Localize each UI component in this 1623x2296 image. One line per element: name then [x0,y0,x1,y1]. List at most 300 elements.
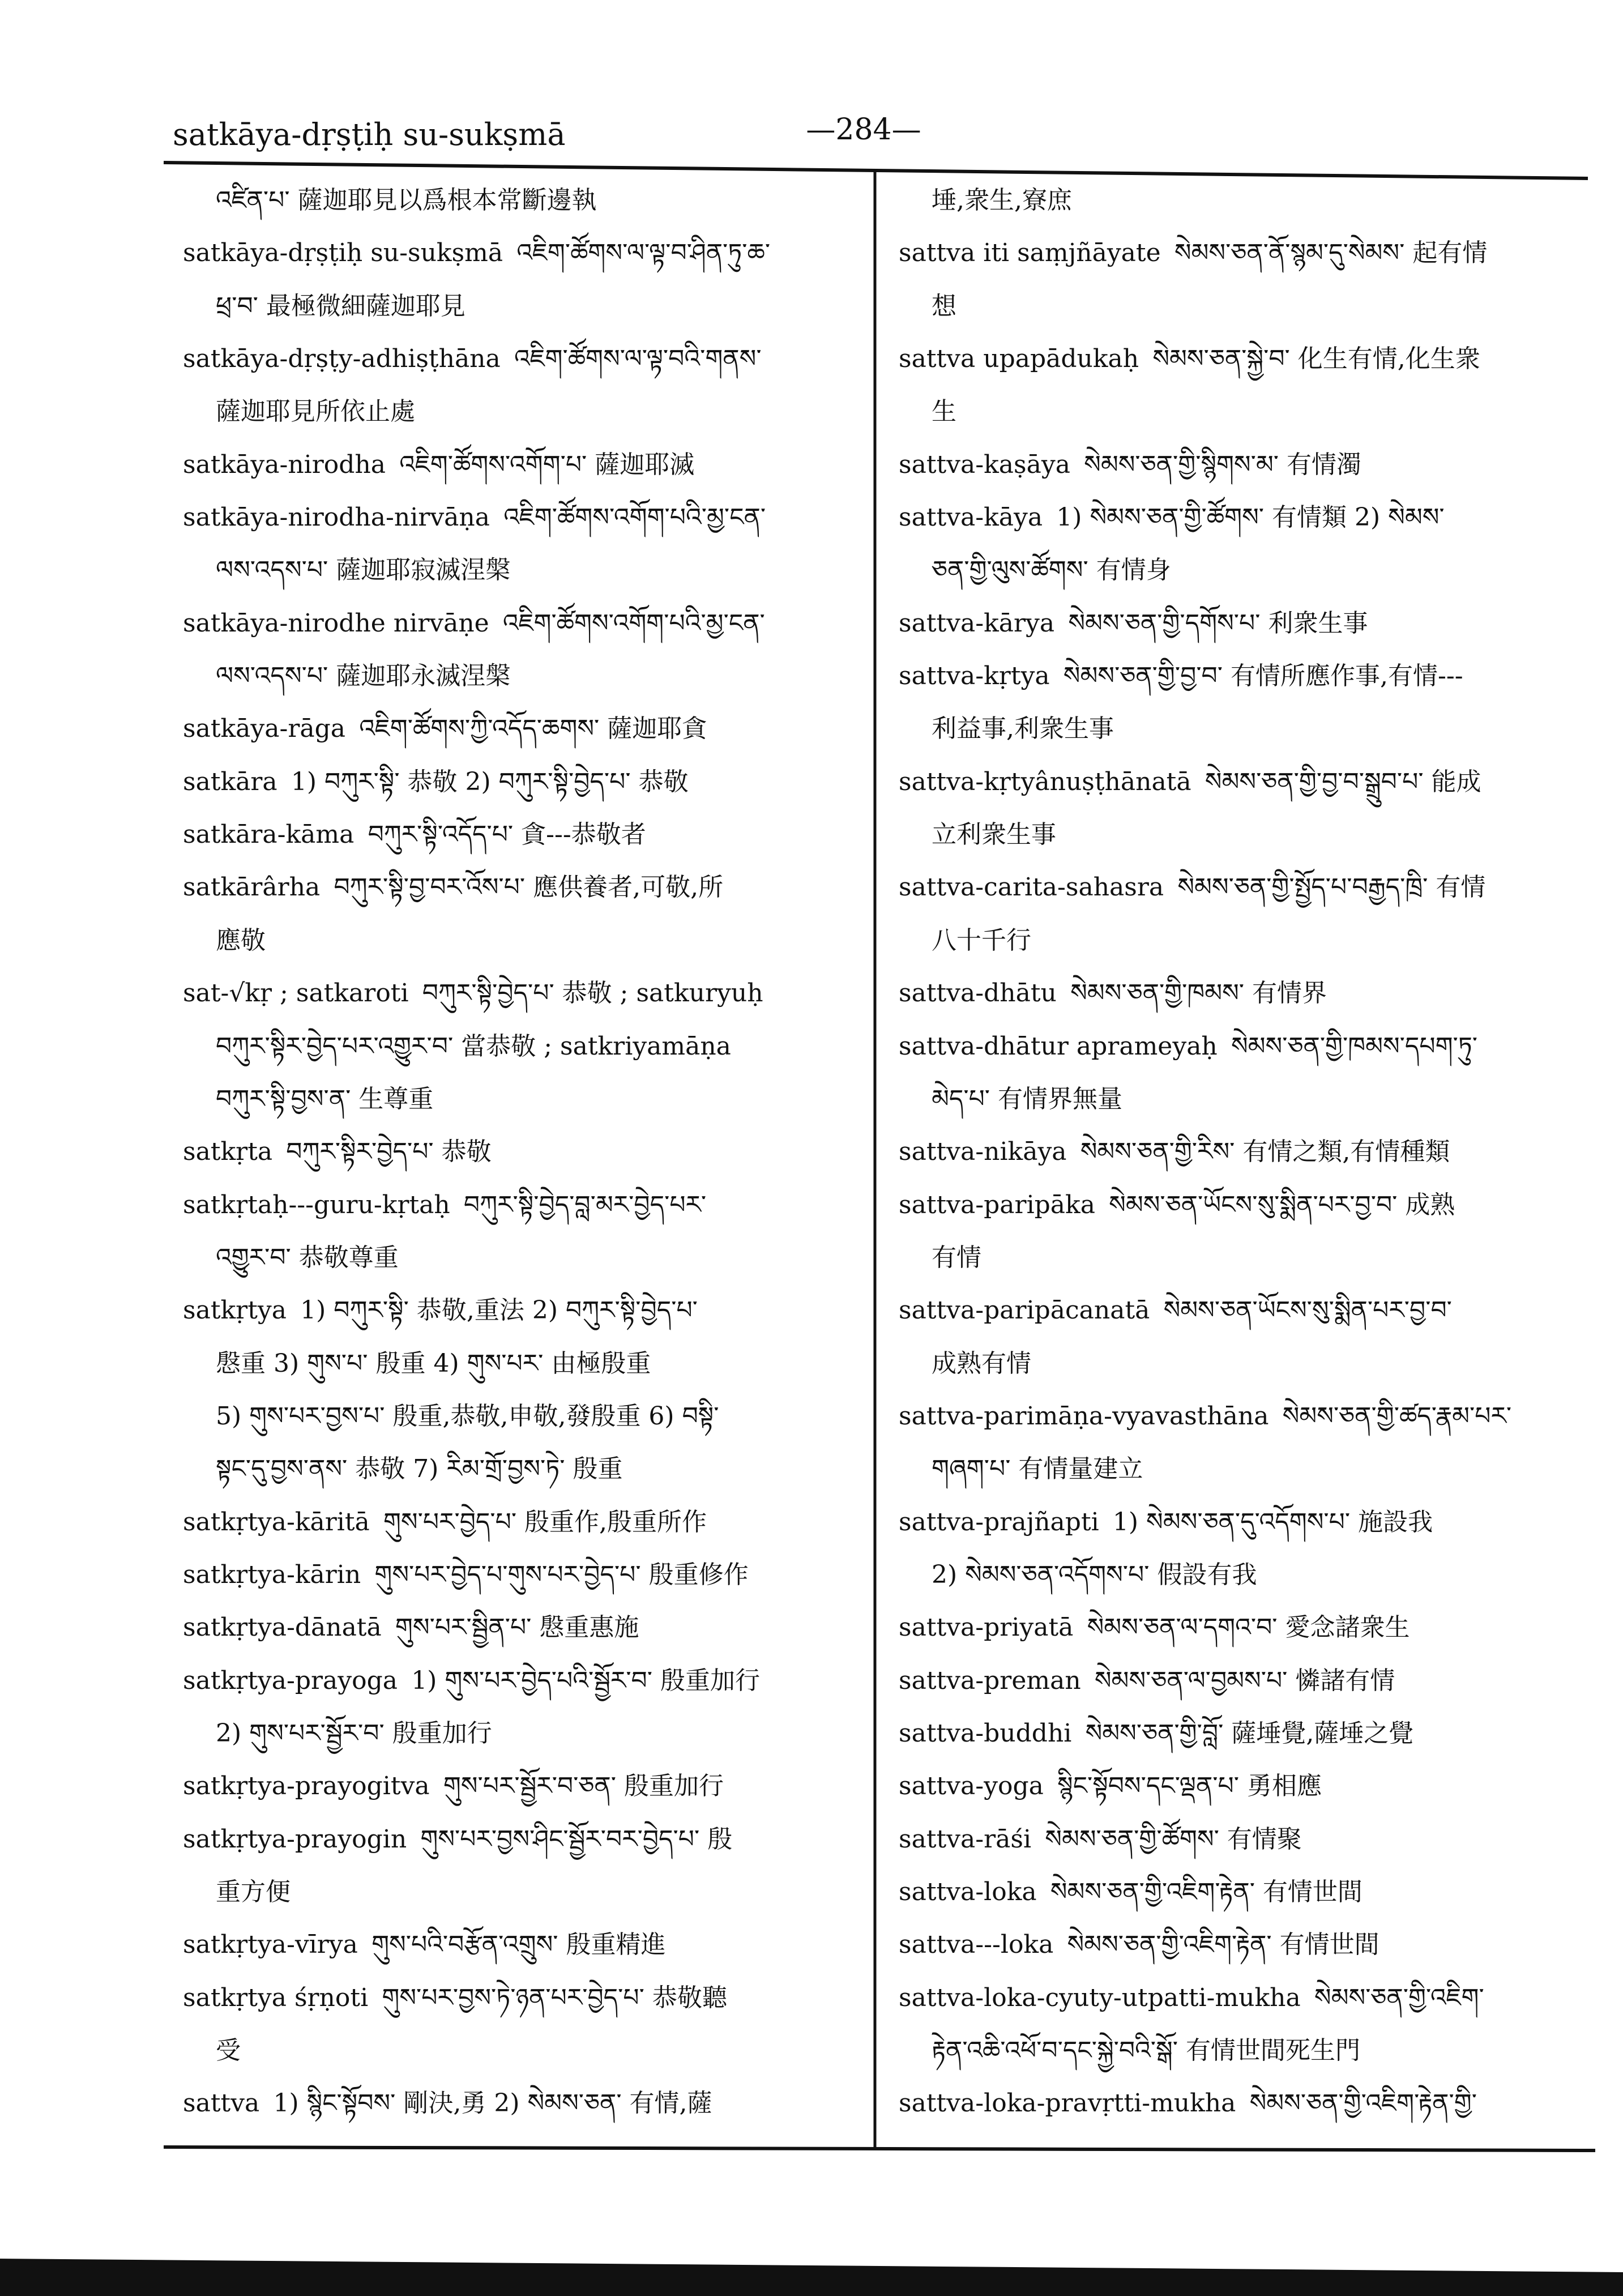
dictionary-entry [899,1179,1596,1284]
entry-gloss: གུས་པར་སྦྱོར་བ་ཅན་ 殷重加行 [443,1772,724,1801]
entry-line-text [899,650,1463,702]
headword: sattva upapādukaḥ [899,344,1139,374]
headword: sattva-paripācanatā [899,1296,1150,1325]
entry-line [899,1337,1596,1390]
dictionary-entry [899,1971,1596,2077]
headword: sattva-dhātu [899,979,1057,1008]
dictionary-entry [899,1125,1596,1178]
entry-gloss: སེམས་ཅན་སྐྱེ་བ་ 化生有情,化生衆 [1152,344,1480,374]
entry-line-text [899,1707,1413,1760]
entry-line [899,1813,1596,1866]
entry-gloss: བཀུར་སྟིར་བྱེད་པར་འགྱུར་བ་ 當恭敬 ; satkriyamāṇa [216,1031,731,1061]
headword: satkāra-kāma [183,820,355,850]
entry-gloss: འཇིག་ཚོགས་ཀྱི་འདོད་ཆགས་ 薩迦耶貪 [359,714,707,744]
entry-gloss: སེམས་ཅན་གྱི་ཚོགས་ 有情聚 [1045,1824,1302,1854]
dictionary-entry [899,227,1596,332]
entry-line [183,1020,865,1073]
entry-line [183,174,865,227]
dictionary-entry [183,1179,865,1284]
headword: sattva-preman [899,1666,1081,1695]
dictionary-entry [183,1548,865,1601]
headword: sattva-loka-pravṛtti-mukha [899,2089,1236,2118]
entry-gloss: གཞག་པ་ 有情量建立 [932,1454,1143,1484]
dictionary-entry [899,1760,1596,1812]
entry-line [183,914,865,967]
dictionary-entry [899,332,1596,438]
headword: sattva-rāśi [899,1824,1032,1854]
entry-line [899,1654,1596,1707]
entry-line [899,491,1596,544]
entry-gloss: སེམས་ཅན་གྱི་ཚད་རྣམ་པར་ [1282,1401,1512,1431]
entry-gloss: 1) སེམས་ཅན་དུ་འདོགས་པ་ 施設我 [1112,1507,1433,1537]
entry-line [183,967,865,1019]
headword: sattva-dhātur aprameyaḥ [899,1031,1218,1061]
entry-line [899,1496,1596,1548]
dictionary-entry [183,174,865,227]
entry-line-text [183,1496,707,1548]
entry-line-text [183,1179,706,1231]
dictionary-entry [899,1601,1596,1654]
entry-line-text [899,1390,1511,1443]
headword: sat-√kṛ ; satkaroti [183,979,409,1008]
entry-line [899,808,1596,861]
entry-line-text [216,1707,492,1760]
entry-line-text [899,756,1481,808]
dictionary-entry [183,1918,865,1971]
entry-gloss: 受 [216,2036,241,2065]
entry-line-text [899,1971,1484,2024]
headword: sattva [183,2089,260,2118]
entry-gloss: 想 [932,291,956,321]
entry-line-text [216,1020,731,1073]
headword: sattva-carita-sahasra [899,873,1164,902]
entry-gloss: རྟེན་འཆི་འཕོ་བ་དང་སྐྱེ་བའི་སྒོ་ 有情世間死生門 [932,2036,1360,2065]
entry-line-text [932,1548,1257,1601]
headword: satkārârha [183,873,321,902]
headword: sattva-kṛtyânuṣṭhānatā [899,767,1191,796]
dictionary-entry [183,1601,865,1654]
entry-line [899,2024,1596,2077]
dictionary-entry [899,1284,1596,1390]
headword: sattva-kaṣāya [899,450,1070,479]
dictionary-entry [899,650,1596,756]
headword: satkāya-dṛṣṭy-adhiṣṭhāna [183,344,501,374]
entry-line [899,1707,1596,1760]
headword: satkāya-dṛṣṭiḥ su-sukṣmā [183,238,503,268]
entry-line-text [216,2024,241,2077]
entry-line-text [183,967,763,1019]
headword: satkṛtya-dānatā [183,1613,382,1642]
entry-line [183,332,865,385]
headword: satkāya-nirodhe nirvāṇe [183,608,489,638]
headword: satkāra [183,767,277,796]
entry-line [183,491,865,544]
entry-line [183,1601,865,1654]
dictionary-entry [183,1496,865,1548]
dictionary-entry [899,967,1596,1019]
dictionary-entry [183,597,865,703]
running-head: satkāya-dṛṣṭiḥ su-sukṣmā [173,117,566,152]
dictionary-entry [183,1125,865,1178]
entry-line-text [932,544,1171,596]
entry-gloss: 應敬 [216,925,266,955]
headword: satkṛtya-prayogin [183,1824,407,1854]
entry-line [183,1760,865,1812]
entry-line [899,1760,1596,1812]
headword: sattva-kāya [899,503,1043,532]
entry-gloss: སེམས་ཅན་ནོ་སྙམ་དུ་སེམས་ 起有情 [1174,238,1488,268]
entry-line [899,1125,1596,1178]
entry-gloss: འཇིག་ཚོགས་འགོག་པའི་མྱ་ངན་ [502,608,765,638]
entry-line [183,597,865,650]
entry-line [899,227,1596,279]
dictionary-entry [899,438,1596,491]
entry-line [899,1918,1596,1971]
entry-gloss: བཀུར་སྟི་བྱས་ན་ 生尊重 [216,1084,434,1113]
entry-line-text [932,914,1031,967]
entry-line [899,2077,1596,2129]
entry-line-text [932,1073,1122,1125]
entry-line [899,1284,1596,1337]
dictionary-entry [183,438,865,491]
entry-line [183,1443,865,1495]
headword: satkṛtya-prayoga [183,1666,398,1695]
dictionary-entry [899,861,1596,967]
entry-line [899,332,1596,385]
dictionary-entry [183,2077,865,2129]
entry-line-text [183,1813,732,1866]
entry-line [183,1971,865,2024]
entry-line [899,174,1596,227]
entry-gloss: 立利衆生事 [932,820,1056,850]
entry-gloss: 1) སེམས་ཅན་གྱི་ཚོགས་ 有情類 2) སེམས་ [1056,503,1445,532]
headword: satkṛtya śṛṇoti [183,1983,369,2012]
headword: satkṛta [183,1137,273,1167]
headword: sattva-yoga [899,1772,1044,1801]
headword: sattva-loka [899,1877,1037,1906]
dictionary-entry [899,174,1596,227]
entry-gloss: 成熟有情 [932,1348,1031,1378]
entry-line-text [899,1813,1302,1866]
headword: satkṛtya-prayogitva [183,1772,430,1801]
entry-line-text [183,1918,666,1971]
entry-line-text [899,491,1445,544]
entry-line-text [183,332,762,385]
entry-gloss: 慇重 3) གུས་པ་ 殷重 4) གུས་པར་ 由極殷重 [216,1348,651,1378]
headword: sattva-kārya [899,608,1055,638]
entry-gloss: འཛིན་པ་ 薩迦耶見以爲根本常斷邊執 [216,186,597,215]
entry-line-text [899,1020,1477,1073]
entry-line-text [216,174,597,227]
bottom-rule [164,2147,1595,2150]
entry-line-text [899,861,1485,914]
entry-gloss: 1) གུས་པར་བྱེད་པའི་སྦྱོར་བ་ 殷重加行 [411,1666,760,1695]
entry-line-text [183,1654,760,1707]
entry-gloss: ཕྲ་བ་ 最極微細薩迦耶見 [216,291,465,321]
entry-line [183,2024,865,2077]
entry-line [183,1654,865,1707]
entry-gloss: གུས་པར་བྱེད་པ་ 殷重作,殷重所作 [383,1507,707,1537]
entry-line-text [183,1971,727,2024]
entry-line [183,438,865,491]
entry-line-text [932,1337,1031,1390]
entry-gloss: སྟང་དུ་བྱས་ནས་ 恭敬 7) རིམ་གྲོ་བྱས་ཏེ་ 殷重 [216,1454,623,1484]
headword: sattva-parimāṇa-vyavasthāna [899,1401,1269,1431]
entry-line [183,650,865,702]
entry-line-text [183,1125,492,1178]
dictionary-entry [899,1020,1596,1126]
entry-gloss: 埵,衆生,寮庶 [932,186,1072,215]
entry-line [183,1231,865,1284]
dictionary-entry [183,756,865,808]
entry-line [183,1813,865,1866]
dictionary-entry [183,702,865,755]
entry-gloss: 有情 [932,1243,981,1272]
entry-line-text [899,597,1368,650]
dictionary-entry [899,1707,1596,1760]
entry-gloss: གུས་པར་བྱས་ཤིང་སྦྱོར་བར་བྱེད་པ་ 殷 [420,1824,733,1854]
entry-line-text [183,861,723,914]
entry-gloss: གུས་པར་བྱེད་པ་གུས་པར་བྱེད་པ་ 殷重修作 [374,1560,749,1589]
entry-line [183,1073,865,1125]
entry-gloss: གུས་པའི་བརྩོན་འགྲུས་ 殷重精進 [371,1930,666,1960]
entry-line-text [183,756,689,808]
right-column [899,174,1596,2130]
entry-line-text [932,1443,1143,1495]
dictionary-entry [899,1866,1596,1918]
dictionary-entry [899,1390,1596,1496]
headword: satkṛtaḥ---guru-kṛtaḥ [183,1190,450,1219]
entry-gloss: 1) བཀུར་སྟི་ 恭敬,重法 2) བཀུར་སྟི་བྱེད་པ་ [300,1296,698,1325]
entry-line [183,227,865,279]
dictionary-entry [183,808,865,861]
entry-gloss: སེམས་ཅན་གྱི་འཇིག་རྟེན་ 有情世間 [1067,1930,1379,1960]
entry-line-text [216,544,510,596]
dictionary-entry [899,491,1596,597]
entry-line-text [216,1073,433,1125]
entry-line [899,756,1596,808]
entry-gloss: སེམས་ཅན་གྱི་བྱ་བ་ 有情所應作事,有情--- [1063,662,1463,691]
entry-line [899,1020,1596,1073]
entry-line-text [899,332,1480,385]
entry-line [183,1707,865,1760]
entry-line-text [183,702,707,755]
entry-gloss: 薩迦耶見所依止處 [216,397,415,426]
entry-gloss: ལས་འདས་པ་ 薩迦耶寂滅涅槃 [216,556,511,585]
entry-gloss: བཀུར་སྟི་བྱེད་པ་ 恭敬 ; satkuryuḥ [422,979,763,1008]
entry-line [899,967,1596,1019]
entry-gloss: འཇིག་ཚོགས་ལ་ལྟ་བའི་གནས་ [514,344,762,374]
dictionary-entry [183,1284,865,1495]
entry-gloss: སེམས་ཅན་གྱི་འཇིག་ [1314,1983,1484,2012]
entry-gloss: 2) གུས་པར་སྦྱོར་བ་ 殷重加行 [216,1718,492,1748]
dictionary-entry [899,1654,1596,1707]
entry-line [183,2077,865,2129]
headword: sattva---loka [899,1930,1054,1960]
headword: satkṛtya [183,1296,287,1325]
dictionary-entry [183,1813,865,1919]
entry-line [899,1231,1596,1284]
entry-line-text [183,1601,639,1654]
dictionary-entry [183,1760,865,1812]
entry-gloss: བཀུར་སྟི་བྱེད་བླ་མར་བྱེད་པར་ [463,1190,707,1219]
entry-line [899,1390,1596,1443]
entry-line [899,438,1596,491]
entry-line-text [183,2077,712,2129]
dictionary-entry [183,1654,865,1760]
entry-line [183,544,865,596]
entry-line [899,861,1596,914]
entry-gloss: འཇིག་ཚོགས་འགོག་པ་ 薩迦耶滅 [399,450,695,479]
headword: satkāya-nirodha-nirvāṇa [183,503,490,532]
entry-gloss: སེམས་ཅན་གྱི་དགོས་པ་ 利衆生事 [1068,608,1368,638]
entry-gloss: སེམས་ཅན་གྱི་རིས་ 有情之類,有情種類 [1080,1137,1450,1167]
entry-line [899,1971,1596,2024]
page-number: —284— [806,113,921,147]
entry-gloss: གུས་པར་སྦྱིན་པ་ 慇重惠施 [395,1613,639,1642]
entry-line-text [899,2077,1477,2129]
headword: satkṛtya-vīrya [183,1930,358,1960]
headword: sattva-nikāya [899,1137,1067,1167]
dictionary-entry [183,227,865,332]
dictionary-entry [899,597,1596,650]
entry-line-text [932,385,956,438]
entry-line-text [216,1231,399,1284]
headword: satkāya-rāga [183,714,346,744]
entry-line-text [899,1496,1433,1548]
entry-line [899,702,1596,755]
entry-gloss: བཀུར་སྟི་བྱ་བར་འོས་པ་ 應供養者,可敬,所 [334,873,724,902]
entry-line-text [932,2024,1360,2077]
entry-line-text [899,1284,1452,1337]
entry-line-text [932,808,1056,861]
entry-gloss: སྙིང་སྟོབས་དང་ལྡན་པ་ 勇相應 [1057,1772,1322,1801]
entry-line-text [183,227,770,279]
entry-gloss: སེམས་ཅན་གྱི་འཇིག་རྟེན་ 有情世間 [1050,1877,1363,1906]
entry-gloss: ཅན་གྱི་ལུས་ཚོགས་ 有情身 [932,556,1171,585]
entry-line-text [899,967,1327,1019]
entry-line [899,544,1596,596]
entry-line [183,1284,865,1337]
left-column [183,174,865,2130]
entry-line [183,1918,865,1971]
entry-line-text [899,438,1361,491]
dictionary-entry [899,1496,1596,1602]
dictionary-entry [899,2077,1596,2129]
headword: satkṛtya-kārin [183,1560,361,1589]
entry-gloss: སེམས་ཅན་གྱི་བྱ་བ་སྒྲུབ་པ་ 能成 [1205,767,1481,796]
entry-gloss: སེམས་ཅན་གྱི་སྤྱོད་པ་བརྒྱད་ཁྲི་ 有情 [1177,873,1486,902]
entry-line-text [183,597,765,650]
entry-line [899,650,1596,702]
entry-line [899,1601,1596,1654]
entry-gloss: སེམས་ཅན་གྱི་ཁམས་དཔག་ཏུ་ [1231,1031,1478,1061]
entry-gloss: བཀུར་སྟིར་བྱེད་པ་ 恭敬 [286,1137,492,1167]
entry-line-text [899,1866,1363,1918]
dictionary-entry [183,861,865,967]
entry-line [899,1073,1596,1125]
entry-gloss: སེམས་ཅན་གྱི་བློ་ 薩埵覺,薩埵之覺 [1085,1718,1414,1748]
entry-line [183,702,865,755]
headword: sattva-priyatā [899,1613,1074,1642]
entry-line-text [932,280,956,332]
entry-line-text [183,491,766,544]
entry-line [183,808,865,861]
entry-line-text [899,1654,1395,1707]
scan-edge-band [0,2259,1623,2296]
entry-gloss: འཇིག་ཚོགས་ལ་ལྟ་བ་ཤིན་ཏུ་ཆ་ [516,238,771,268]
entry-line [899,1179,1596,1231]
entry-line-text [899,1601,1410,1654]
headword: sattva-buddhi [899,1718,1072,1748]
headword: sattva-kṛtya [899,662,1050,691]
entry-line-text [932,702,1114,755]
dictionary-entry [183,332,865,438]
entry-gloss: སེམས་ཅན་གྱི་འཇིག་རྟེན་གྱི་ [1249,2089,1477,2118]
entry-line [183,280,865,332]
entry-line [183,385,865,438]
entry-gloss: འཇིག་ཚོགས་འགོག་པའི་མྱ་ངན་ [503,503,766,532]
entry-gloss: 5) གུས་པར་བྱས་པ་ 殷重,恭敬,申敬,發殷重 6) བསྟི་ [216,1401,719,1431]
entry-gloss: སེམས་ཅན་ཡོངས་སུ་སྨིན་པར་བྱ་བ་ [1163,1296,1452,1325]
entry-line [183,1337,865,1390]
entry-gloss: བཀུར་སྟི་འདོད་པ་ 貪---恭敬者 [368,820,646,850]
entry-gloss: སེམས་ཅན་གྱི་ཁམས་ 有情界 [1070,979,1327,1008]
entry-line-text [932,174,1072,227]
entry-line [899,1866,1596,1918]
entry-gloss: 八十千行 [932,925,1031,955]
entry-gloss: ལས་འདས་པ་ 薩迦耶永滅涅槃 [216,662,511,691]
entry-gloss: སེམས་ཅན་ལ་བྱམས་པ་ 憐諸有情 [1094,1666,1395,1695]
entry-gloss: 1) སྙིང་སྟོབས་ 剛決,勇 2) སེམས་ཅན་ 有情,薩 [273,2089,712,2118]
entry-line [899,1443,1596,1495]
entry-line-text [899,1125,1450,1178]
entry-line [183,861,865,914]
entry-gloss: 重方便 [216,1877,291,1906]
entry-line [183,1496,865,1548]
entry-line-text [183,1760,724,1812]
entry-line [183,1125,865,1178]
dictionary-entry [183,967,865,1125]
dictionary-entry [183,1971,865,2077]
entry-gloss: སེམས་ཅན་གྱི་སྙིགས་མ་ 有情濁 [1084,450,1361,479]
entry-line [183,1866,865,1918]
headword: sattva-loka-cyuty-utpatti-mukha [899,1983,1301,2012]
entry-line [899,280,1596,332]
entry-line [183,1390,865,1443]
entry-line-text [216,385,415,438]
dictionary-entry [183,491,865,597]
entry-line-text [216,914,266,967]
entry-line-text [216,1443,623,1495]
entry-line-text [216,280,465,332]
entry-gloss: 利益事,利衆生事 [932,714,1114,744]
entry-gloss: གུས་པར་བྱས་ཏེ་ཉན་པར་བྱེད་པ་ 恭敬聽 [382,1983,727,2012]
entry-line-text [899,1760,1322,1812]
dictionary-entry [899,1918,1596,1971]
entry-line-text [899,227,1487,279]
entry-line-text [216,1866,291,1918]
entry-gloss: 1) བཀུར་སྟི་ 恭敬 2) བཀུར་སྟི་བྱེད་པ་ 恭敬 [291,767,689,796]
headword: satkāya-nirodha [183,450,386,479]
entry-line [183,1548,865,1601]
entry-line-text [899,1918,1379,1971]
entry-gloss: འགྱུར་བ་ 恭敬尊重 [216,1243,399,1272]
headword: sattva-paripāka [899,1190,1095,1219]
entry-line-text [183,1284,698,1337]
entry-line [899,385,1596,438]
entry-gloss: མེད་པ་ 有情界無量 [932,1084,1123,1113]
